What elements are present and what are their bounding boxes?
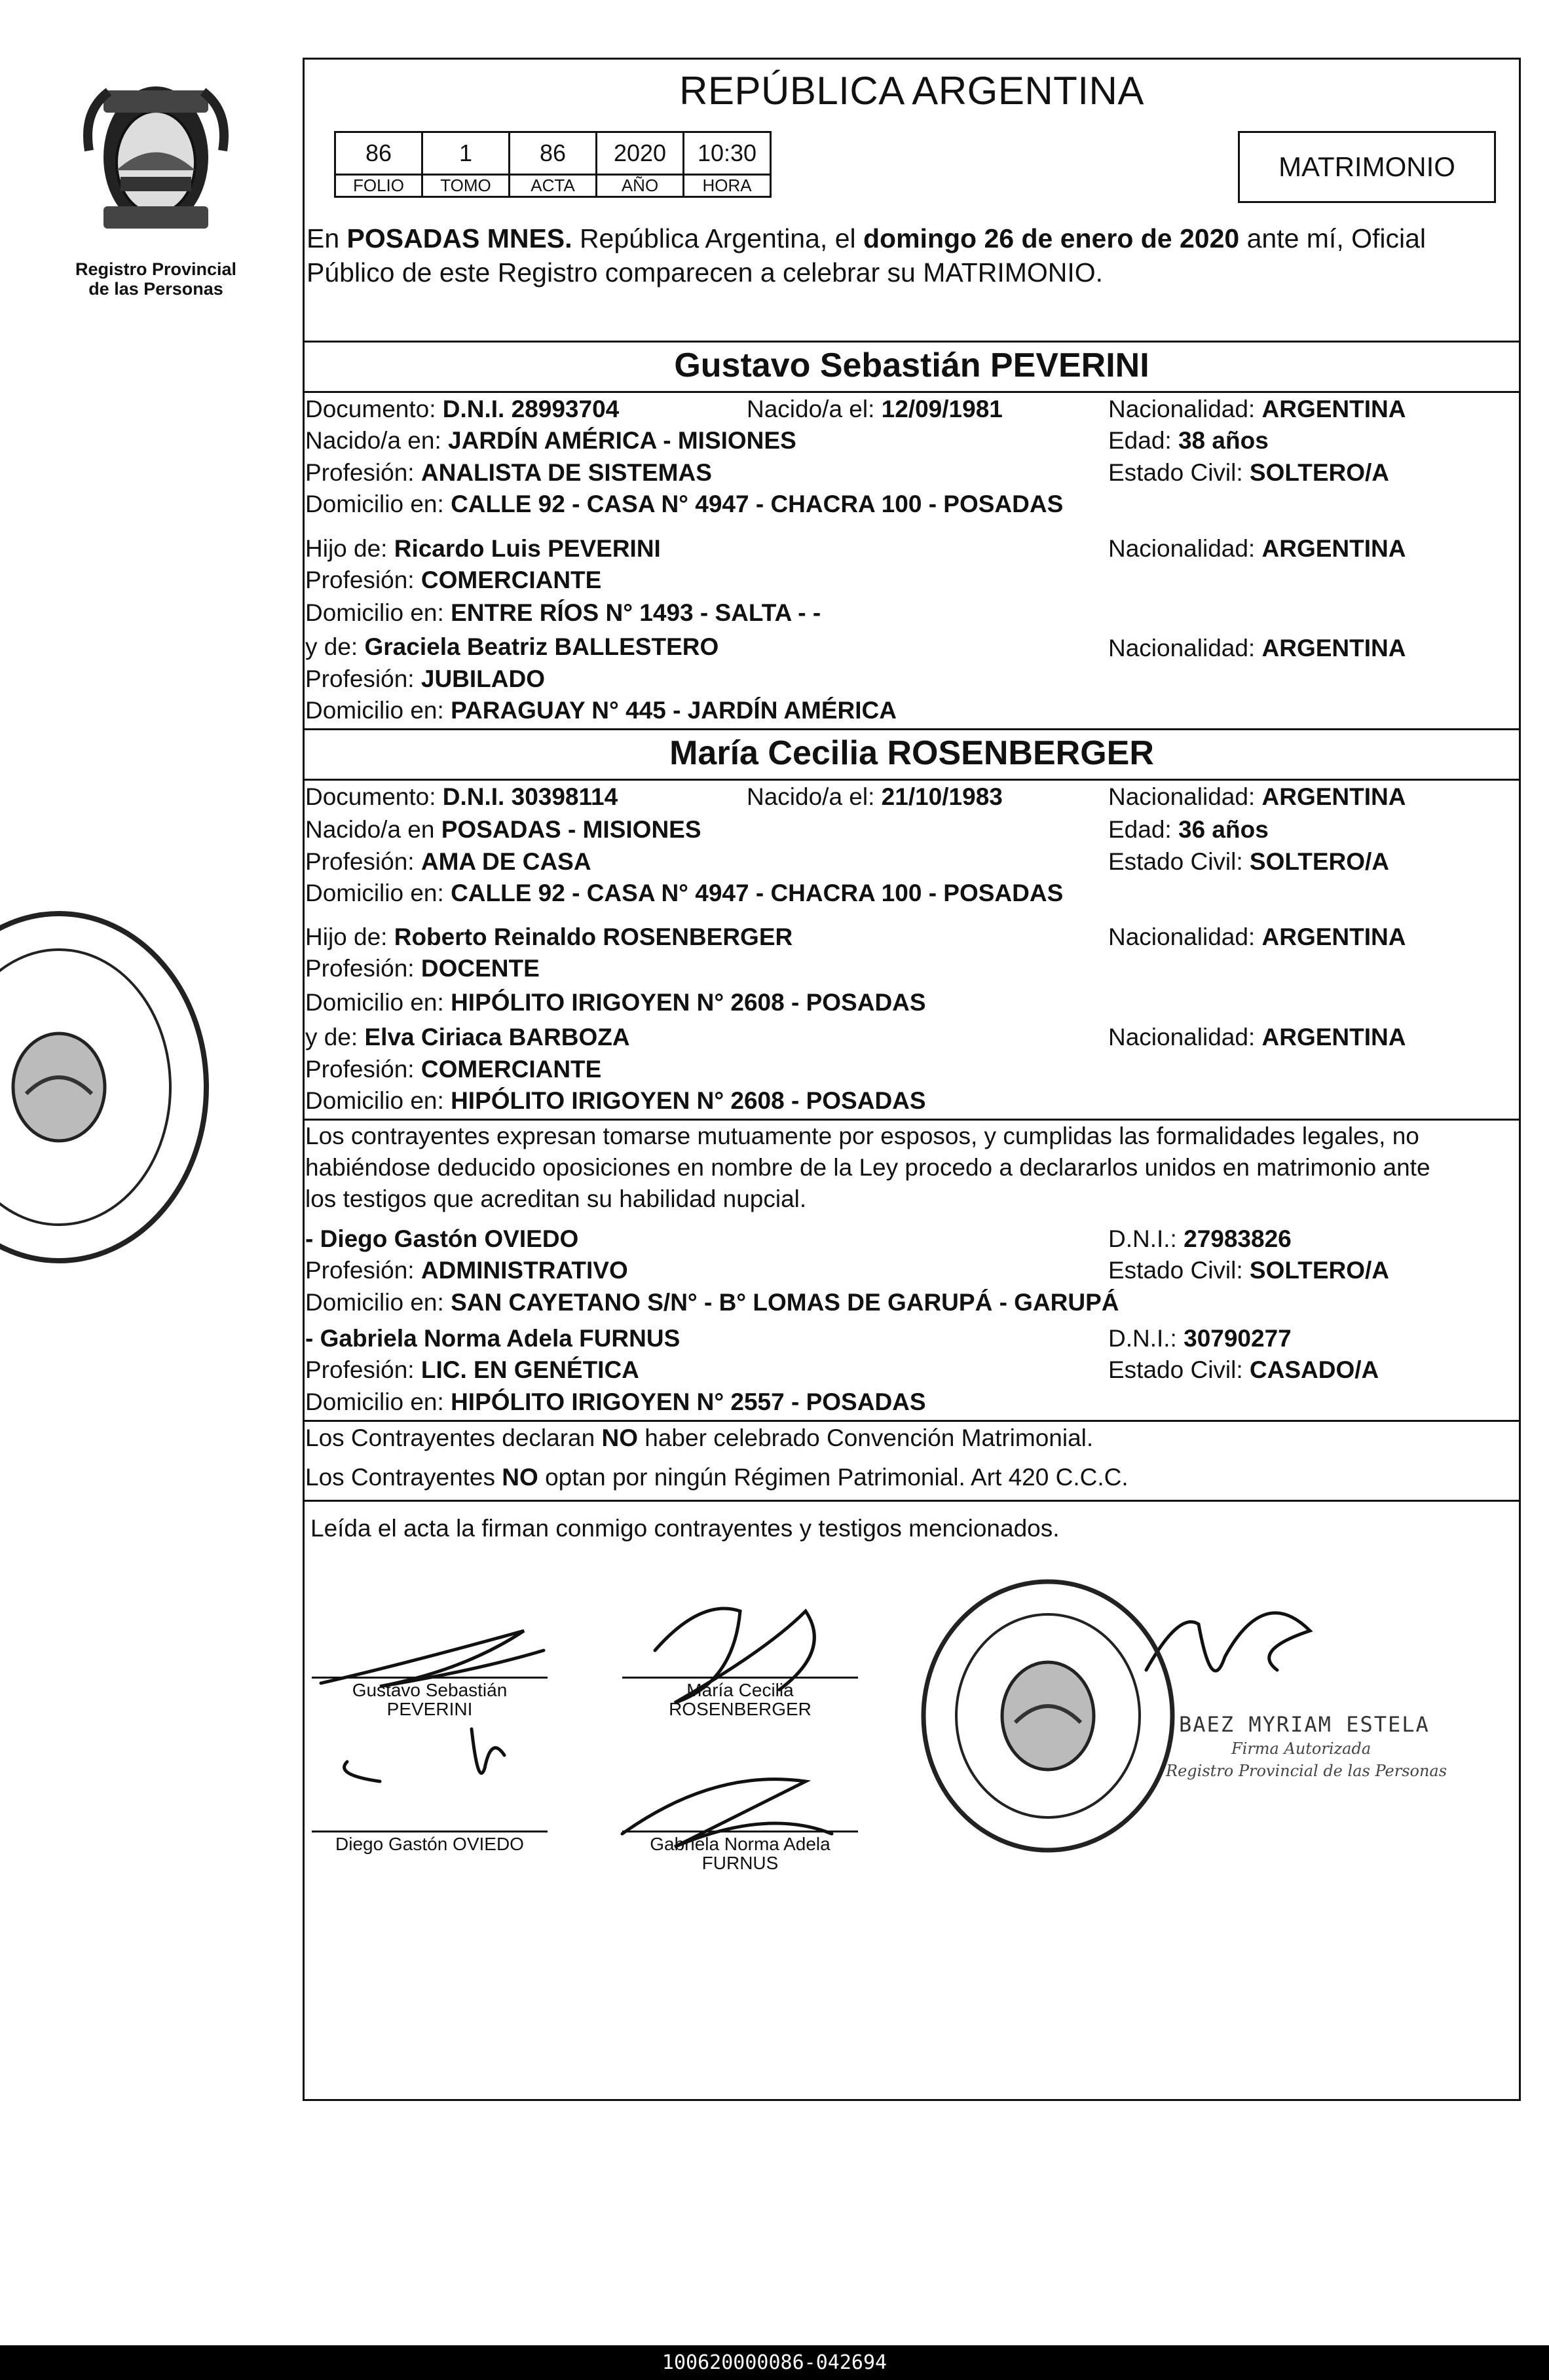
hora-label: HORA — [684, 175, 771, 197]
ano-value: 2020 — [597, 132, 684, 175]
divider — [303, 391, 1521, 393]
officer-role-1: Firma Autorizada — [1231, 1739, 1372, 1758]
logo-caption-2: de las Personas — [88, 279, 223, 299]
left-margin-seal-icon — [0, 904, 229, 1271]
sig-label-spouse2-line2: ROSENBERGER — [669, 1699, 812, 1719]
sig-label-witness2-line1: Gabriela Norma Adela — [650, 1834, 830, 1854]
tomo-label: TOMO — [422, 175, 510, 197]
tomo-value: 1 — [422, 132, 510, 175]
ano-label: AÑO — [597, 175, 684, 197]
divider — [303, 1500, 1521, 1502]
officer-name: BAEZ MYRIAM ESTELA — [1179, 1712, 1430, 1737]
signature-line — [312, 1831, 548, 1832]
folio-label: FOLIO — [335, 175, 422, 197]
acta-label: ACTA — [510, 175, 597, 197]
sig-label-witness1: Diego Gastón OVIEDO — [335, 1834, 524, 1854]
spouse1-name: Gustavo Sebastián PEVERINI — [674, 346, 1149, 384]
signature-line — [622, 1677, 858, 1679]
spouse2-name: María Cecilia ROSENBERGER — [669, 734, 1154, 772]
sig-label-spouse1-line1: Gustavo Sebastián — [352, 1680, 508, 1700]
sig-label-witness2-line2: FURNUS — [701, 1853, 779, 1873]
act-type-box: MATRIMONIO — [1238, 131, 1496, 203]
divider — [303, 341, 1521, 343]
divider — [303, 728, 1521, 730]
sig-label-spouse2-line1: María Cecilia — [686, 1680, 794, 1700]
official-round-seal-icon — [917, 1575, 1179, 1857]
misiones-emblem-icon — [77, 72, 234, 249]
divider — [303, 1420, 1521, 1422]
closing-text: Leída el acta la firman conmigo contrayentes y testigos mencionados. — [310, 1515, 1060, 1542]
footer-barcode-text: 100620000086-042694 — [0, 2345, 1549, 2380]
officer-role-2: Registro Provincial de las Personas — [1166, 1762, 1447, 1780]
logo-caption-1: Registro Provincial — [75, 259, 237, 279]
hora-value: 10:30 — [684, 132, 771, 175]
divider — [303, 1119, 1521, 1121]
signature-line — [622, 1831, 858, 1832]
sig-label-spouse1-line2: PEVERINI — [386, 1699, 473, 1719]
intro-paragraph: En POSADAS MNES. República Argentina, el domingo 26 de enero de 2020 ante mí, Oficial Público de este Registro comparecen a celebrar su MATRIMONIO. — [307, 223, 1427, 288]
acta-value: 86 — [510, 132, 597, 175]
act-metadata-table — [334, 131, 772, 198]
country-title: REPÚBLICA ARGENTINA — [679, 69, 1144, 113]
signature-line — [312, 1677, 548, 1679]
folio-value: 86 — [335, 132, 422, 175]
divider — [303, 779, 1521, 781]
